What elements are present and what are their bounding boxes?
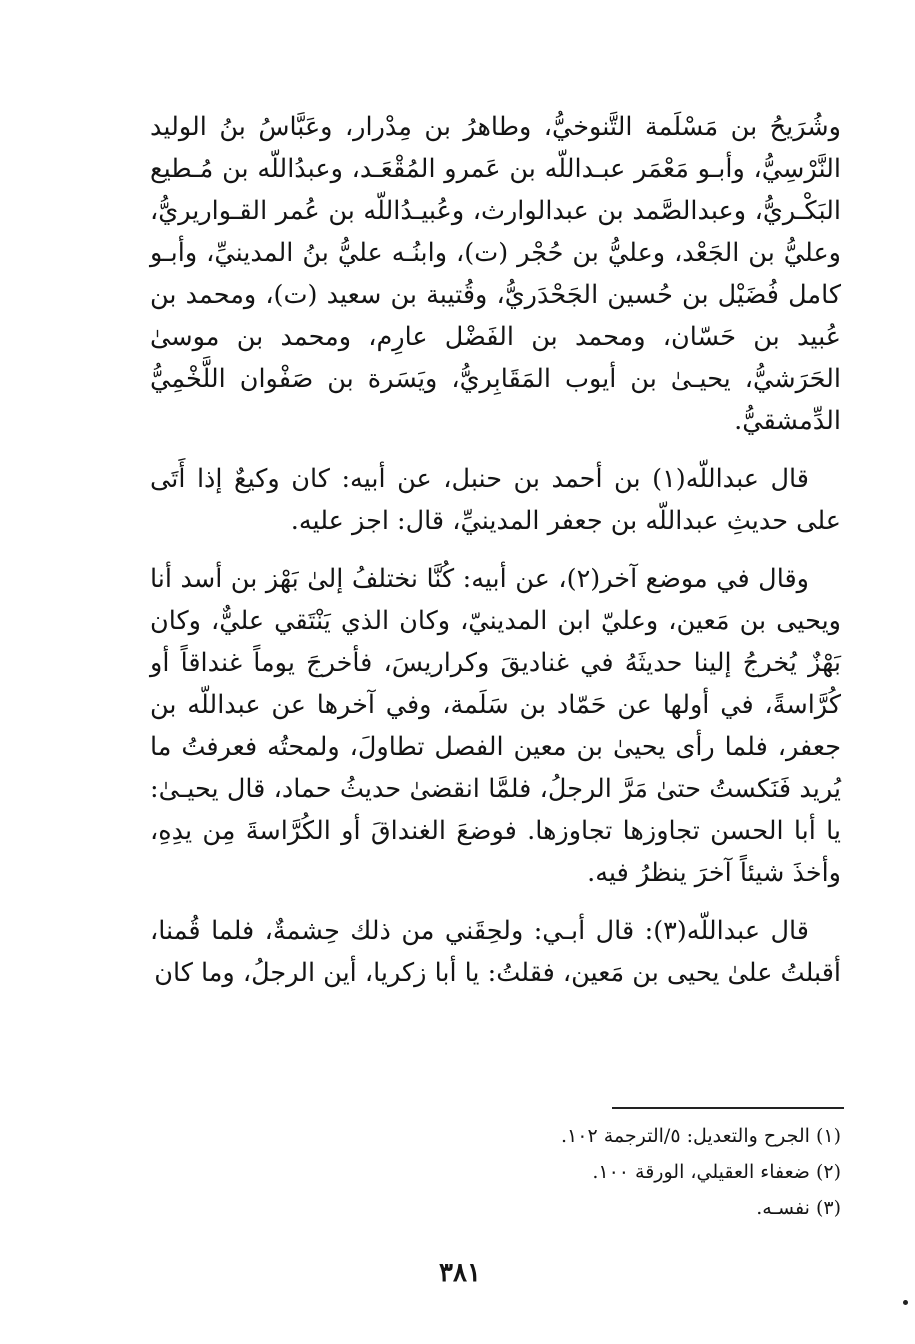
footnote-separator bbox=[612, 1107, 844, 1109]
scan-speck bbox=[903, 1300, 908, 1305]
footnotes bbox=[500, 1118, 841, 1226]
main-text bbox=[150, 106, 841, 994]
paragraph-bahz-report: وقال في موضع آخر(٢)، عن أبيه: كُنَّا نختلفُ إلىٰ بَهْز بن أسد أنا ويحيى بن مَعين، وعليّ ابن المدينيّ، وكان الذي يَنْتَقي عليٌّ، وكان بَهْزٌ يُخرجُ إلينا حديثَهُ في غناديقَ وكراريسَ، فأخرجَ يوماً غنداقاً أو كُرَّاسةً، في أولها عن حَمّاد بن سَلَمة، وفي آخرها عن عبداللّه بن جعفر، فلما رأى يحيىٰ بن معين الفصل تطاولَ، ولمحتُه فعرفتُ ما يُريد فَنَكستُ حتىٰ مَرَّ الرجلُ، فلمَّا انقضىٰ حديثُ حماد، قال يحيـىٰ: يا أبا الحسن تجاوزها تجاوزها. فوضعَ الغنداقَ أو الكُرَّاسةَ مِن يدِهِ، وأخذَ شيئاً آخرَ ينظرُ فيه. bbox=[150, 564, 841, 888]
paragraph-waki-report: قال عبداللّه(١) بن أحمد بن حنبل، عن أبيه: كان وكيعٌ إذا أَتَى على حديثِ عبداللّه بن جعفر المدينيِّ، قال: اجز عليه. bbox=[150, 464, 841, 536]
footnote-3: (٣) نفسـه. bbox=[756, 1197, 841, 1219]
page-number: ٣٨١ bbox=[439, 1258, 481, 1288]
paragraph-narrators-list: وشُرَيحُ بن مَسْلَمة التَّنوخيُّ، وطاهرُ بن مِدْرار، وعَبَّاسُ بنُ الوليد النَّرْسِيُّ، وأبـو مَعْمَر عبـداللّه بن عَمرو المُقْعَـد، وعبدُاللّه بن مُـطيع البَكْـريُّ، وعبدالصَّمد بن عبدالوارث، وعُبيـدُاللّه بن عُمر القـواريريُّ، وعليُّ بن الجَعْد، وعليُّ بن حُجْر (ت)، وابنُـه عليُّ بنُ المدينيِّ، وأبـو كامل فُضَيْل بن حُسين الجَحْدَريُّ، وقُتيبة بن سعيد (ت)، ومحمد بن عُبيد بن حَسّان، ومحمد بن الفَضْل عارِم، ومحمد بن موسىٰ الحَرَشيُّ، يحيـىٰ بن أيوب المَقَابِريُّ، ويَسَرة بن صَفْوان اللَّخْمِيُّ الدِّمشقيُّ. bbox=[150, 112, 841, 436]
paragraph-abdullah-report: قال عبداللّه(٣): قال أبـي: ولحِقَني من ذلك حِشمةٌ، فلما قُمنا، أقبلتُ علىٰ يحيى بن مَعين، فقلتُ: يا أبا زكريا، أين الرجلُ، وما كان bbox=[150, 916, 841, 988]
footnote-1: (١) الجرح والتعديل: ٥/الترجمة ١٠٢. bbox=[561, 1125, 841, 1147]
footnote-2: (٢) ضعفاء العقيلي، الورقة ١٠٠. bbox=[592, 1161, 841, 1183]
